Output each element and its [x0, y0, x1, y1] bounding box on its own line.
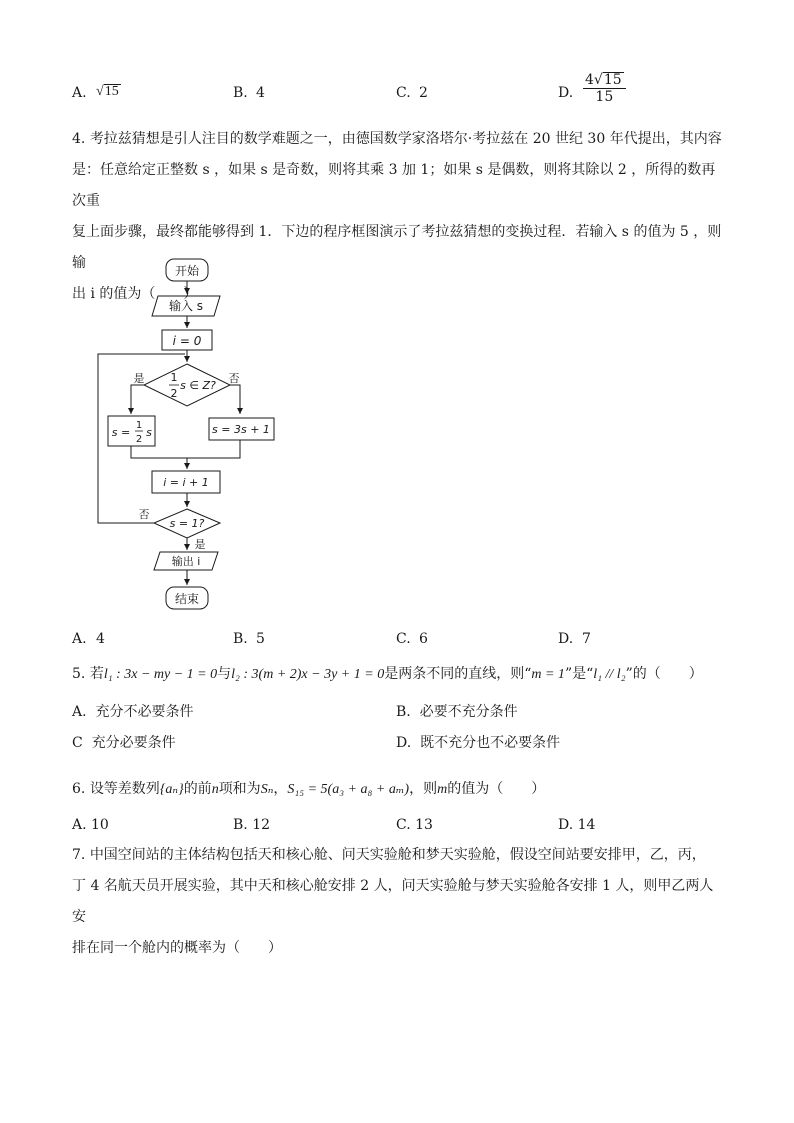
q5-option-c — [72, 736, 176, 750]
q5-text-d: ”是“ — [564, 666, 594, 682]
q6-option-b — [233, 818, 270, 832]
q5-condition: m = 1 — [531, 667, 565, 682]
q5-text-b: 与 — [217, 666, 232, 682]
q3-option-c-value: 2 — [419, 85, 428, 101]
flow-no-box-label: s = 3s + 1 — [212, 423, 270, 436]
q5-text-a: 若 — [89, 666, 104, 682]
flow-arrow — [230, 385, 240, 414]
q6-option-b-label: B. — [233, 817, 248, 833]
q6-option-d — [558, 818, 595, 832]
q5-option-a-label: A. — [72, 704, 87, 720]
q5-text-e: ”的（ ） — [625, 666, 703, 682]
flow-yes-label: 是 — [133, 372, 145, 385]
q6-number: 6. — [72, 781, 86, 797]
q5-option-b — [396, 705, 518, 719]
q5-option-d — [396, 736, 560, 750]
q5-option-c-value: 充分必要条件 — [91, 735, 176, 751]
q6-sequence: {aₙ} — [159, 782, 184, 797]
q6-text-d: ， — [273, 781, 288, 797]
q6-option-a — [72, 818, 109, 832]
q5-option-a-value: 充分不必要条件 — [95, 704, 194, 720]
flow-start-label: 开始 — [174, 264, 200, 278]
q6-text-e: ，则 — [409, 781, 438, 797]
q5-option-c-label: C — [72, 735, 83, 751]
flow-yes-box-num: 1 — [135, 420, 143, 431]
flow-check-no-label: 否 — [138, 508, 150, 521]
q6-m: m — [437, 782, 448, 797]
flow-check-label: s = 1? — [169, 517, 205, 530]
q3-option-d-label: D. — [558, 85, 574, 101]
q3-option-d-coef: 4 — [585, 72, 594, 88]
q4-flowchart — [90, 254, 270, 616]
q4-option-c-value: 6 — [419, 631, 428, 647]
q6-text-c: 项和为 — [218, 781, 261, 797]
q4-line1: 考拉兹猜想是引人注目的数学难题之一，由德国数学家洛塔尔·考拉兹在 20 世纪 30 年代提出，其内容 — [89, 131, 722, 147]
q7-stem — [72, 840, 727, 964]
q5-option-b-value: 必要不充分条件 — [419, 704, 518, 720]
q3-option-c-label: C. — [396, 85, 411, 101]
flow-arrow — [131, 385, 144, 414]
q5-text-c: 是两条不同的直线，则“ — [384, 666, 532, 682]
q3-option-d-fraction: $\frac{4√15}{15}$ — [583, 72, 626, 104]
flow-yes-box-den: 2 — [135, 434, 143, 445]
q4-option-a-value: 4 — [96, 631, 105, 647]
q6-option-c — [396, 818, 433, 832]
q6-sn: Sₙ — [260, 782, 274, 797]
q3-option-d-denominator: 15 — [595, 89, 614, 105]
flow-output-label: 输出 i — [171, 555, 201, 568]
flow-merge-line — [131, 446, 187, 458]
q4-option-a-label: A. — [72, 631, 87, 647]
q4-line2: 是：任意给定正整数 s ，如果 s 是奇数，则将其乘 3 加 1；如果 s 是偶数，则将其除以 2 ，所得的数再次重 — [72, 162, 716, 209]
flow-end-label: 结束 — [174, 592, 200, 606]
q5-line-l1: l₁ : 3x − my − 1 = 0 — [103, 667, 218, 682]
q6-stem — [72, 782, 545, 797]
q7-line1: 中国空间站的主体结构包括天和核心舱、问天实验舱和梦天实验舱，假设空间站要安排甲，乙，丙， — [89, 847, 706, 863]
q5-option-d-label: D. — [396, 735, 412, 751]
q5-option-b-label: B. — [396, 704, 411, 720]
q6-text-b: 的前 — [183, 781, 212, 797]
q5-parallel: l₁ // l₂ — [593, 667, 626, 682]
q6-option-a-value: 10 — [91, 817, 109, 833]
flow-yes-box-lhs: s = — [111, 426, 131, 439]
q6-option-d-value: 14 — [577, 817, 596, 833]
q4-option-c-label: C. — [396, 631, 411, 647]
q5-option-d-value: 既不充分也不必要条件 — [420, 735, 561, 751]
flow-check-yes-label: 是 — [194, 538, 206, 551]
q6-option-b-value: 12 — [252, 817, 271, 833]
q6-text-f: 的值为（ ） — [447, 781, 546, 797]
q7-line2: 丁 4 名航天员开展实验，其中天和核心舱安排 2 人，问天实验舱与梦天实验舱各安排 1 人，则甲乙两人安 — [72, 878, 714, 925]
q6-option-c-label: C. — [396, 817, 411, 833]
q4-line4: 出 i 的值为（ ） — [72, 286, 198, 302]
q4-option-b-value: 5 — [256, 631, 265, 647]
flow-increment-label: i = i + 1 — [163, 476, 209, 489]
q4-number: 4. — [72, 131, 86, 147]
q6-text-a: 设等差数列 — [89, 781, 160, 797]
q5-option-a — [72, 705, 193, 719]
q6-option-a-label: A. — [72, 817, 87, 833]
q3-option-a-value: √15 — [96, 84, 119, 99]
q4-option-b-label: B. — [233, 631, 248, 647]
q5-stem — [72, 667, 703, 682]
flow-no-label: 否 — [228, 372, 240, 385]
q3-option-b-value: 4 — [256, 85, 265, 101]
q4-option-d-value: 7 — [582, 631, 591, 647]
q6-equation: S₁₅ = 5(a₃ + a₈ + aₘ) — [287, 782, 410, 797]
q7-number: 7. — [72, 847, 86, 863]
q6-option-d-label: D. — [558, 817, 574, 833]
flow-merge-line — [187, 440, 240, 458]
q3-option-b-label: B. — [233, 85, 248, 101]
q6-n: n — [211, 782, 219, 797]
flow-decision-num: 1 — [170, 371, 178, 384]
q7-line3: 排在同一个舱内的概率为（ ） — [72, 940, 282, 956]
q4-line3: 复上面步骤，最终都能够得到 1．下边的程序框图演示了考拉兹猜想的变换过程．若输入 s 的值为 5 ，则输 — [72, 224, 722, 271]
q3-option-d-radicand: 15 — [603, 72, 622, 88]
flow-init-label: i = 0 — [172, 334, 202, 348]
flow-yes-box-rhs: s — [146, 426, 152, 439]
q3-option-a-radicand: 15 — [104, 84, 119, 99]
flow-decision-den: 2 — [170, 387, 178, 400]
q4-option-d-label: D. — [558, 631, 574, 647]
q6-option-c-value: 13 — [415, 817, 433, 833]
flow-input-label: 输入 s — [168, 299, 204, 313]
q3-option-a-label: A. — [72, 85, 87, 101]
q5-number: 5. — [72, 666, 86, 682]
flow-decision-rhs: s ∈ Z? — [180, 379, 216, 392]
q5-line-l2: l₂ : 3(m + 2)x − 3y + 1 = 0 — [231, 667, 385, 682]
